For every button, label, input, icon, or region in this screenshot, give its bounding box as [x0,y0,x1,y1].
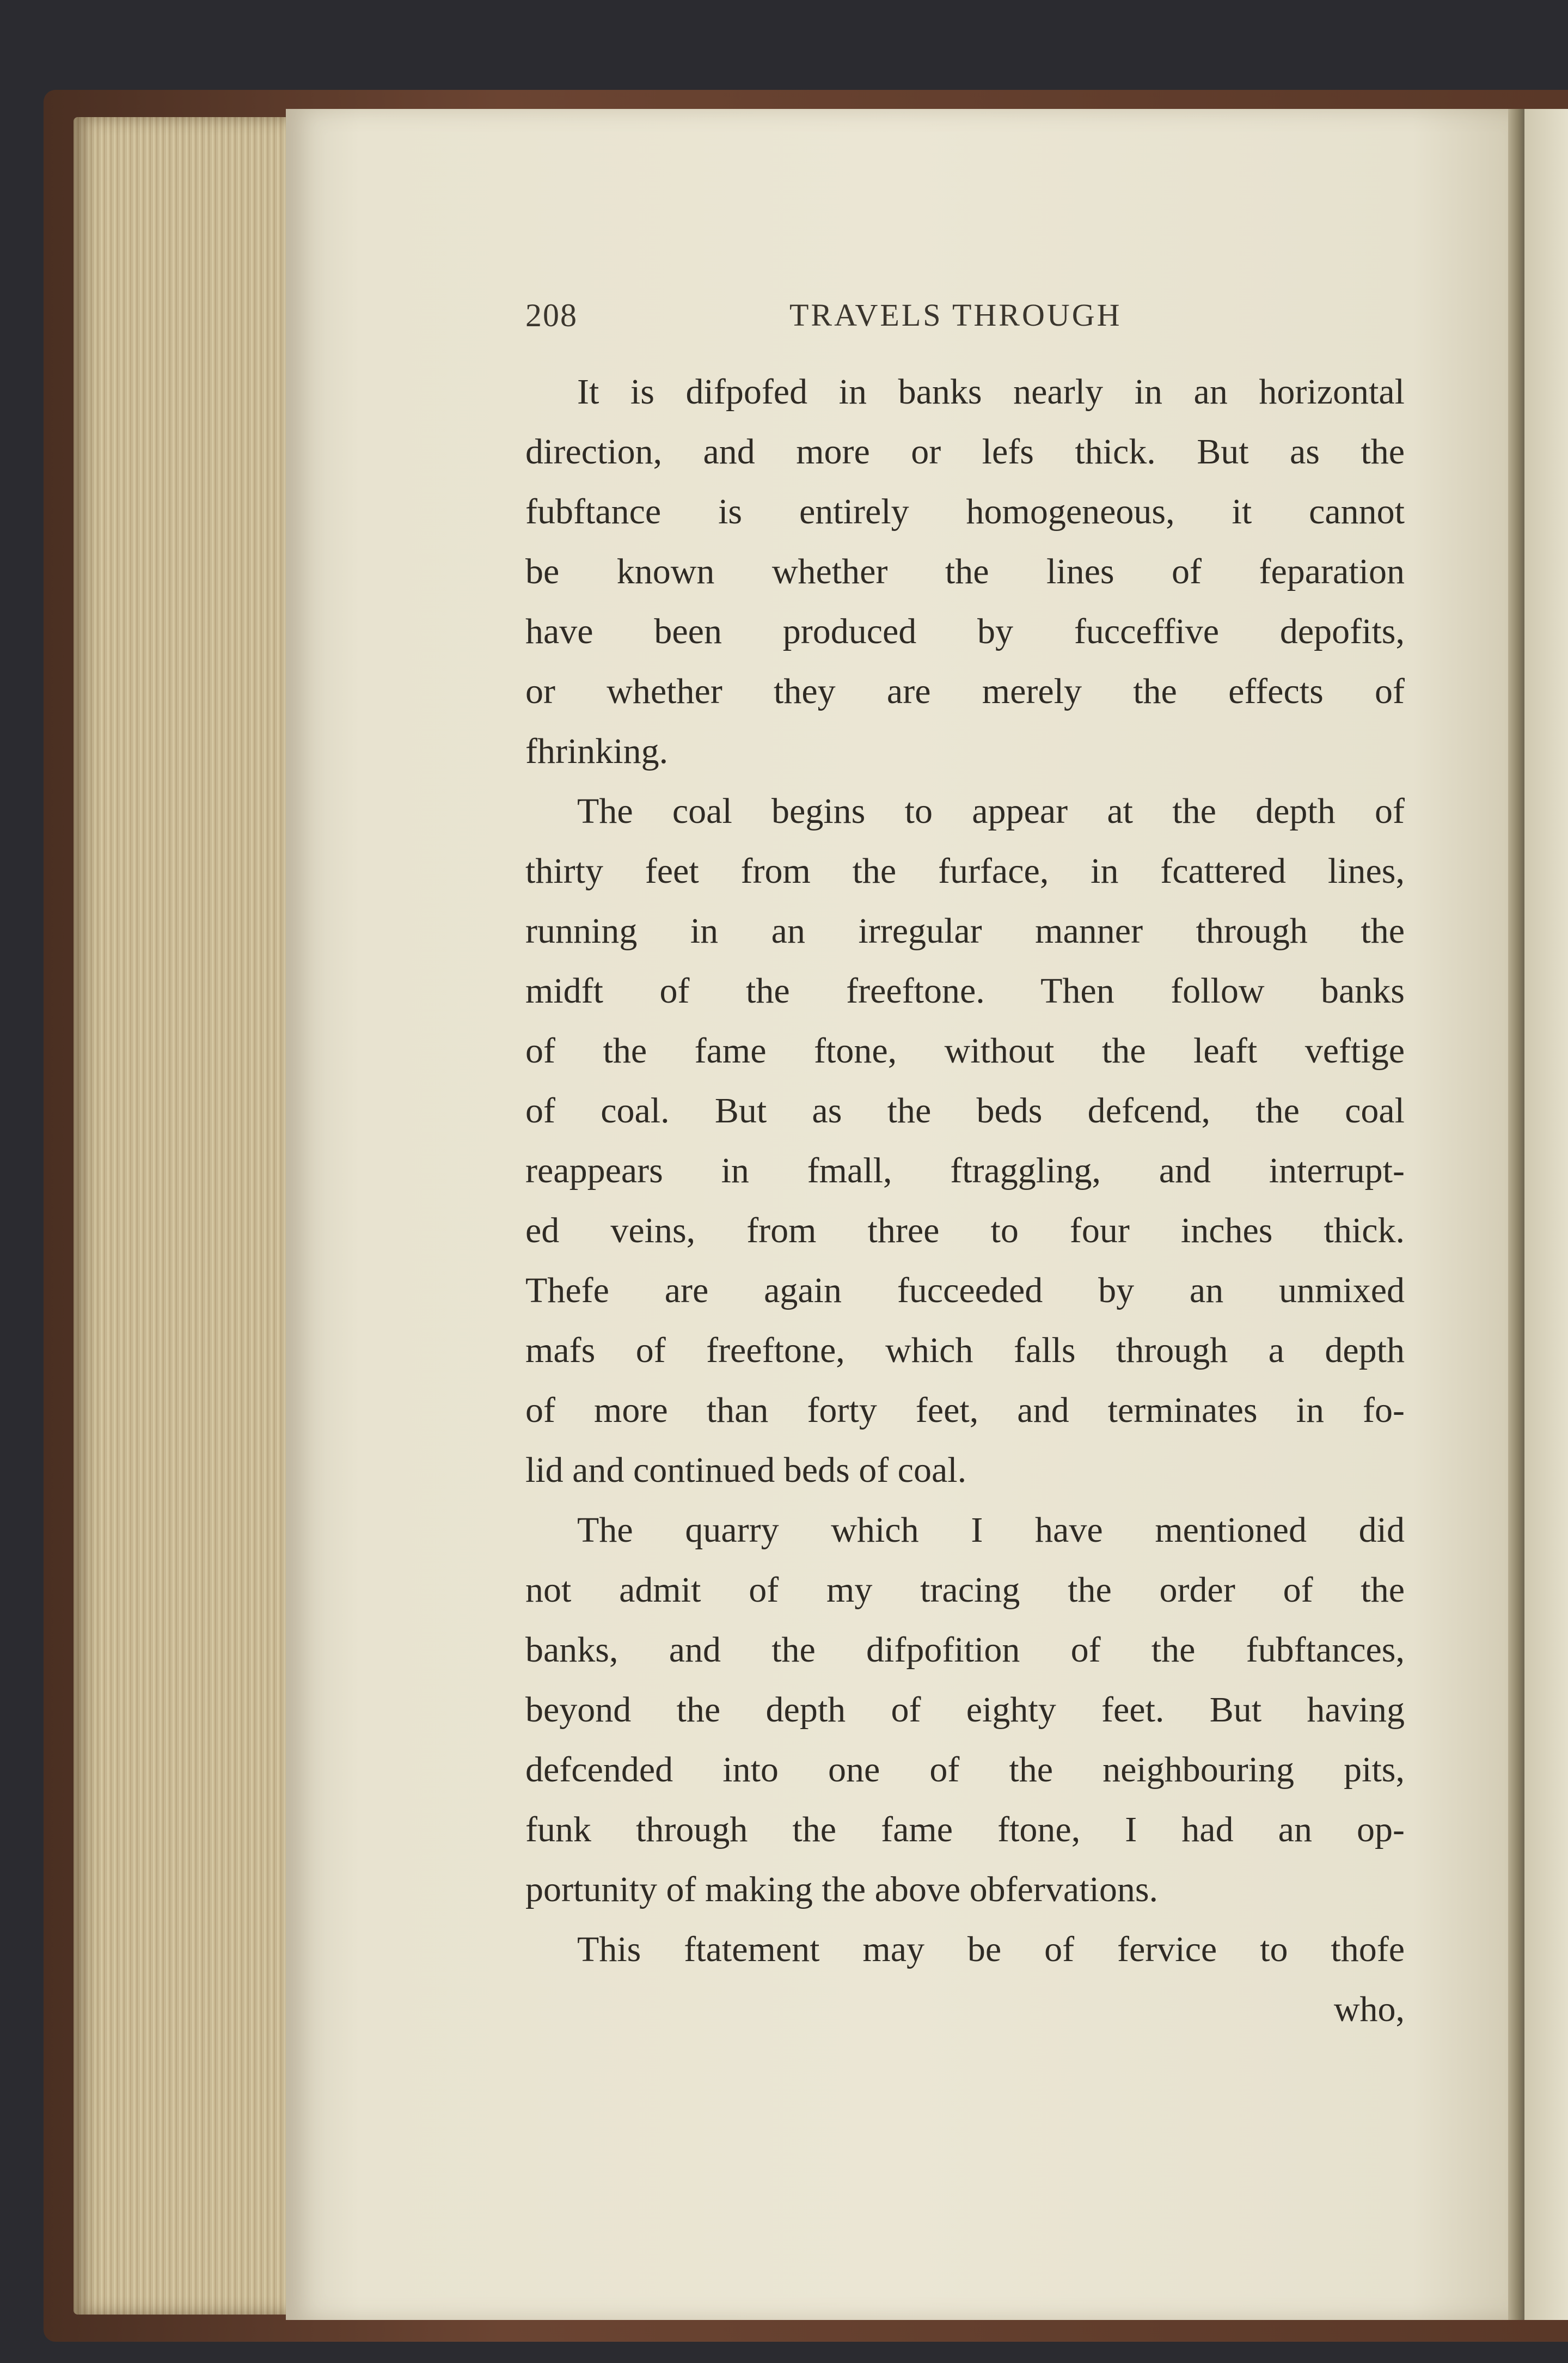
text-line: ed veins, from three to four inches thick. [525,1211,1405,1250]
text-line: It is difpofed in banks nearly in an horizontal [577,372,1405,412]
text-line: have been produced by fucceffive depofits, [525,612,1405,651]
text-line: Thefe are again fucceeded by an unmixed [525,1271,1405,1310]
book-gutter [1508,109,1524,2320]
text-line: This ftatement may be of fervice to thofe [577,1930,1405,1969]
text-line: The quarry which I have mentioned did [577,1510,1405,1550]
page-header [525,297,1190,346]
text-line: of coal. But as the beds defcend, the coal [525,1091,1405,1131]
text-line: funk through the fame ftone, I had an op- [525,1810,1405,1849]
text-line: mafs of freeftone, which falls through a depth [525,1330,1405,1370]
text-line: midft of the freeftone. Then follow banks [525,971,1405,1011]
text-line: defcended into one of the neighbouring pits, [525,1750,1405,1790]
text-line: of more than forty feet, and terminates in fo- [525,1390,1405,1430]
text-line: beyond the depth of eighty feet. But having [525,1690,1405,1730]
page-edges [74,117,289,2315]
text-line: be known whether the lines of feparation [525,552,1405,591]
catchword: who, [1333,1989,1405,2029]
text-line: fhrinking. [525,731,669,771]
text-line: not admit of my tracing the order of the [525,1570,1405,1610]
text-line: banks, and the difpofition of the fubftances, [525,1630,1405,1670]
text-line: of the fame ftone, without the leaft veftige [525,1031,1405,1071]
text-line: thirty feet from the furface, in fcattered lines, [525,851,1405,891]
text-line: running in an irregular manner through the [525,911,1405,951]
facing-page-edge [1524,109,1568,2320]
body-text [525,362,1405,2040]
text-line: or whether they are merely the effects of [525,671,1405,711]
text-line: The coal begins to appear at the depth of [577,791,1405,831]
running-head: TRAVELS THROUGH [789,297,1122,333]
text-line: reappears in fmall, ftraggling, and interrupt- [525,1151,1405,1190]
text-line: fubftance is entirely homogeneous, it cannot [525,492,1405,532]
text-line: portunity of making the above obfervations. [525,1870,1159,1909]
page-number: 208 [525,297,578,333]
text-line: direction, and more or lefs thick. But as the [525,432,1405,472]
text-line: lid and continued beds of coal. [525,1450,967,1490]
